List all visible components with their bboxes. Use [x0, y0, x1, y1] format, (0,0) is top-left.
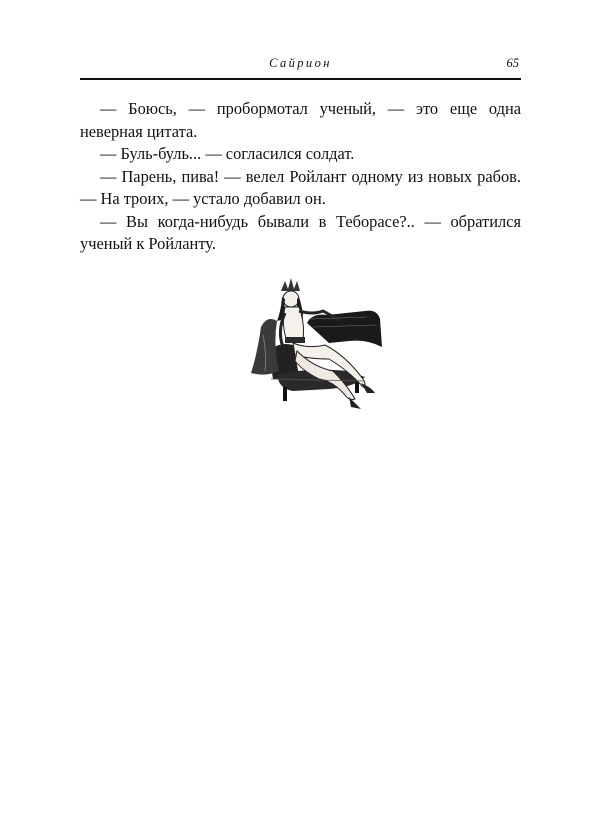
header-rule — [80, 78, 521, 80]
crown — [281, 278, 300, 291]
vignette-illustration — [237, 275, 397, 415]
sofa-back — [307, 311, 382, 347]
running-title: Сайрион — [269, 56, 332, 70]
paragraph: — Буль-буль... — согласился солдат. — [100, 144, 355, 163]
body-text — [80, 98, 521, 256]
running-head — [80, 56, 521, 76]
sofa-leg — [283, 387, 287, 401]
paragraph: — Вы когда-нибудь бывали в Теборасе?.. — обратился ученый к Ройланту. — [80, 211, 521, 253]
belt — [285, 337, 305, 343]
figure-head — [283, 291, 299, 307]
foot — [361, 383, 375, 393]
page-number: 65 — [506, 56, 519, 70]
paragraph: — Парень, пива! — велел Ройлант одному из новых рабов. — На троих, — устало добавил он. — [80, 166, 521, 208]
paragraph: — Боюсь, — пробормотал ученый, — это еще одна неверная цитата. — [80, 99, 521, 141]
engraving-image — [237, 275, 397, 415]
